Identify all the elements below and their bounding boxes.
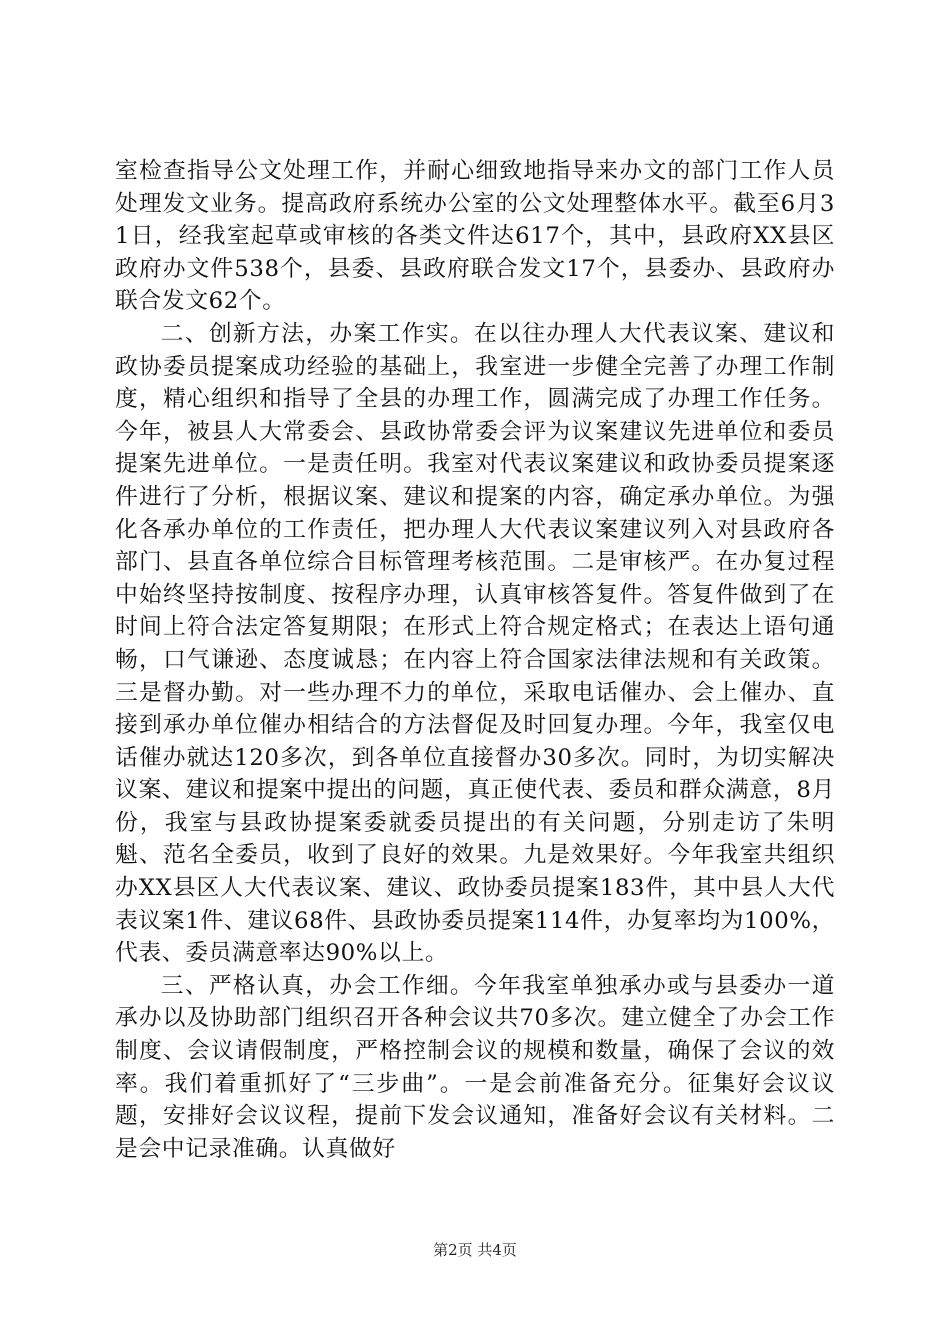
page-number-footer: 第2页 共4页 (433, 1241, 517, 1259)
paragraph-section-two: 二、创新方法，办案工作实。在以往办理人大代表议案、建议和政协委员提案成功经验的基础上，我室进一步健全完善了办理工作制度，精心组织和指导了全县的办理工作，圆满完成了办理工作任务。今年，被县人大常委会、县政协常委会评为议案建议先进单位和委员提案先进单位。一是责任明。我室对代表议案建议和政协委员提案逐件进行了分析，根据议案、建议和提案的内容，确定承办单位。为强化各承办单位的工作责任，把办理人大代表议案建议列入对县政府各部门、县直各单位综合目标管理考核范围。二是审核严。在办复过程中始终坚持按制度、按程序办理，认真审核答复件。答复件做到了在时间上符合法定答复期限；在形式上符合规定格式；在表达上语句通畅，口气谦逊、态度诚恳；在内容上符合国家法律法规和有关政策。三是督办勤。对一些办理不力的单位，采取电话催办、会上催办、直接到承办单位催办相结合的方法督促及时回复办理。今年，我室仅电话催办就达120多次，到各单位直接督办30多次。同时，为切实解决议案、建议和提案中提出的问题，真正使代表、委员和群众满意，8月份，我室与县政协提案委就委员提出的有关问题，分别走访了朱明魁、范名全委员，收到了良好的效果。九是效果好。今年我室共组织办XX县区人大代表议案、建议、政协委员提案183件，其中县人大代表议案1件、建议68件、县政协委员提案114件，办复率均为100%，代表、委员满意率达90%以上。 (115, 320, 835, 967)
paragraph-section-three: 三、严格认真，办会工作细。今年我室单独承办或与县委办一道承办以及协助部门组织召开各种会议共70多次。建立健全了办会工作制度、会议请假制度，严格控制会议的规模和数量，确保了会议的效率。我们着重抓好了“三步曲”。一是会前准备充分。征集好会议议题，安排好会议议程，提前下发会议通知，准备好会议有关材料。二是会中记录准确。认真做好 (115, 972, 835, 1162)
document-body (115, 155, 835, 1165)
paragraph-continuation: 室检查指导公文处理工作，并耐心细致地指导来办文的部门工作人员处理发文业务。提高政府系统办公室的公文处理整体水平。截至6月31日，经我室起草或审核的各类文件达617个，其中，县政府XX县区政府办文件538个，县委、县政府联合发文17个，县委办、县政府办联合发文62个。 (115, 158, 835, 315)
